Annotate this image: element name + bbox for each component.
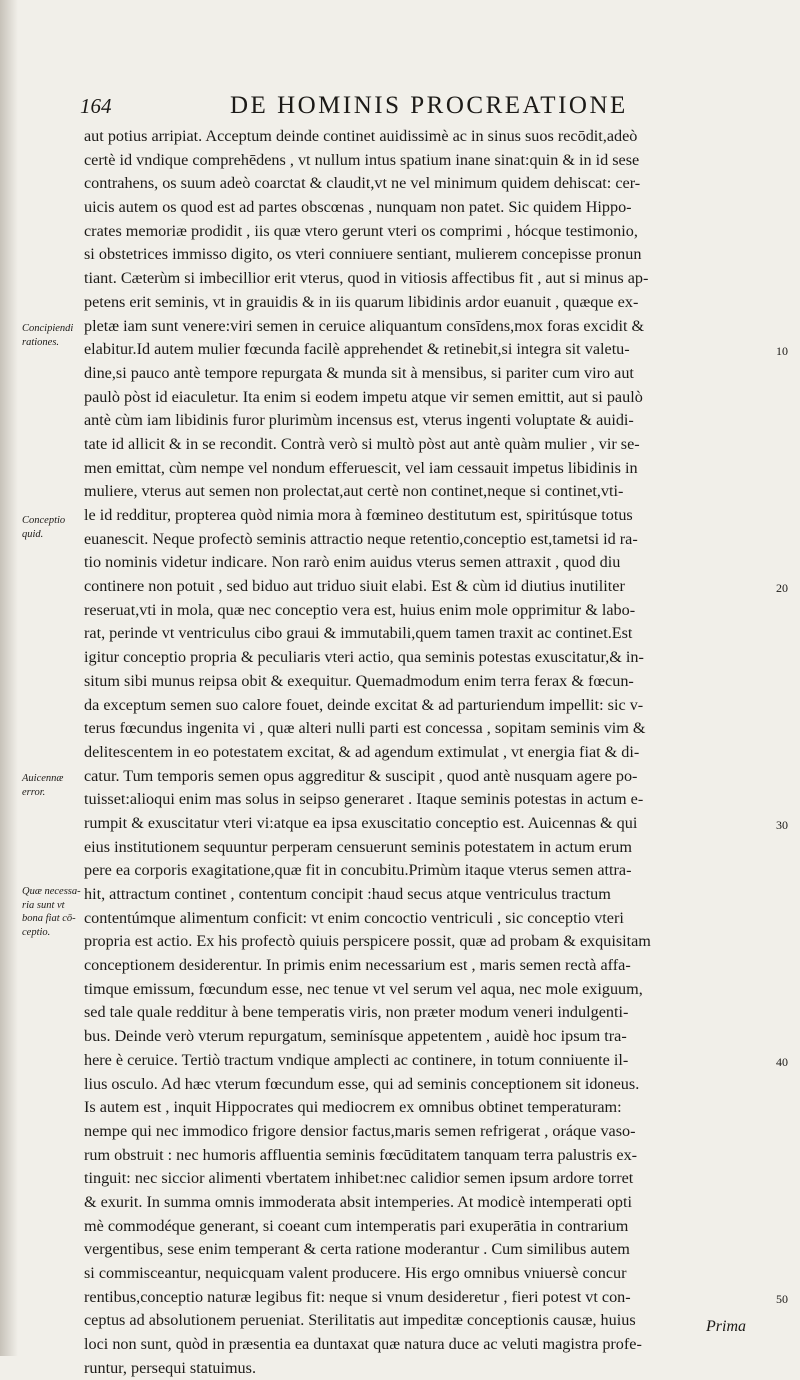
text-line: dine,si pauco antè tempore repurgata & munda sit à mensibus, si pariter cum viro aut: [84, 363, 634, 382]
body-text: [84, 125, 772, 1380]
marginal-note: [22, 772, 86, 799]
text-line: tinguit: nec siccior alimenti vbertatem inhibet:nec calidior semen ipsum ardore torret: [84, 1169, 634, 1188]
text-line: igitur conceptio propria & peculiaris vteri actio, qua seminis potestas exuscitatur,& in-: [84, 648, 644, 667]
text-line: antè cùm iam libidinis furor plurimùm incensus est, vterus ingenti voluptate & auidi-: [84, 411, 634, 430]
text-line: le id redditur, propterea quòd nimia mora à fœmineo destitutum est, spiritúsque totus: [84, 506, 633, 524]
binding-shadow: [0, 0, 18, 1356]
text-line: rumpit & exuscitatur vteri vi:atque ea ipsa exuscitatio conceptio est. Auicennas & qui: [84, 813, 638, 832]
text-line: mè commodéque generant, si coeant cum intemperatis pari exuperātia in contrarium: [84, 1216, 629, 1235]
text-line: men emittat, cùm nempe vel nondum efferuescit, vel iam cessauit impetus libidinis in: [84, 458, 638, 477]
text-line: uicis autem os quod est ad partes obscœnas , nunquam non patet. Sic quidem Hippo-: [84, 198, 632, 217]
text-line: rum obstruit : nec humoris affluentia seminis fœcūditatem tanquam terra palustris ex-: [84, 1145, 638, 1164]
marginal-note-line: Concipiendi: [22, 323, 74, 334]
line-number: 50: [776, 1292, 788, 1307]
text-line: elabitur.Id autem mulier fœcunda facilè apprehendet & retinebit,si integra sit valetu-: [84, 340, 630, 359]
marginal-note: [22, 885, 86, 939]
text-line: petens erit seminis, vt in grauidis & in iis quarum libidinis ardor euanuit , quæque ex-: [84, 292, 639, 311]
marginal-note-line: ria sunt vt: [22, 899, 65, 911]
text-line: vergentibus, sese enim temperant & certa ratione moderantur . Cum similibus autem: [84, 1240, 630, 1259]
marginal-note: [22, 322, 86, 349]
text-line: eius institutionem sequuntur perperam censuerunt seminis potestatem in actum erum: [84, 837, 632, 856]
text-line: certè id vndique comprehēdens , vt nullum intus spatium inane sinat:quin & in id sese: [84, 150, 640, 169]
text-line: contrahens, os suum adeò coarctat & claudit,vt ne vel minimum quidem dehiscat: cer-: [84, 174, 641, 193]
catchword: Prima: [706, 1318, 746, 1335]
text-line: aut potius arripiat. Acceptum deinde continet auidissimè ac in sinus suos recōdit,adeò: [84, 127, 638, 145]
text-line: ceptus ad absolutionem perueniat. Sterilitatis aut impeditæ conceptionis causæ, huius: [84, 1311, 636, 1330]
text-line: lius osculo. Ad hæc vterum fœcundum esse, qui ad seminis conceptionem sit idoneus.: [84, 1074, 640, 1093]
running-head: DE HOMINIS PROCREATIONE: [230, 92, 628, 119]
text-line: terus fœcundus ingenita vi , quæ alteri nulli parti est concessa , sopitam seminis vim &: [84, 719, 646, 738]
marginal-note: [22, 514, 86, 541]
text-line: muliere, vterus aut semen non prolectat,aut certè non continet,neque si continet,vti-: [84, 482, 624, 501]
text-line: paulò pòst id eiaculetur. Ita enim si eodem impetu atque vir semen emittit, aut si paulò: [84, 387, 643, 406]
text-line: situm sibi munus reipsa obit & exequitur. Quemadmodum enim terra ferax & fœcun-: [84, 671, 634, 690]
text-line: tiant. Cæterùm si imbecillior erit vterus, quod in vitiosis affectibus fit , aut si minus ap-: [84, 269, 649, 288]
marginal-note-line: Auicennæ: [22, 773, 64, 784]
line-number: 10: [776, 344, 788, 359]
text-line: sed tale quale redditur à bene temperatis viris, non præter modum veneri indulgenti-: [84, 1003, 629, 1022]
text-line: crates memoriæ prodidit , iis quæ vtero gerunt vteri os comprimi , hócque testimonio,: [84, 221, 638, 240]
text-line: pletæ iam sunt venere:viri semen in ceruice aliquantum consīdens,mox foras excidit &: [84, 316, 645, 335]
text-line: loci non sunt, quòd in præsentia ea duntaxat quæ natura duce ac veluti magistra profe-: [84, 1335, 642, 1354]
text-line: conceptionem desiderentur. In primis enim necessarium est , maris semen rectà affa-: [84, 956, 631, 975]
text-line: delitescentem in eo potestatem excitat, & ad agendum extimulat , vt energia fiat & di-: [84, 742, 640, 761]
marginal-note-line: quid.: [22, 528, 44, 540]
text-line: rat, perinde vt ventriculus cibo graui & immutabili,quem tamen traxit ac continet.Est: [84, 624, 633, 643]
text-line: si obstetrices immisso digito, os vteri conniuere sentiant, mulierem concepisse pronun: [84, 245, 642, 264]
marginal-note-line: Conceptio: [22, 515, 66, 526]
text-line: tuisset:alioqui enim mas solus in seipso generaret . Itaque seminis potestas in actum e-: [84, 790, 644, 809]
text-line: reseruat,vti in mola, quæ nec conceptio vera est, huius enim mole opprimitur & labo-: [84, 600, 636, 619]
text-line: hit, attractum continet , contentum concipit :haud secus atque ventriculus tractum: [84, 885, 611, 903]
text-line: propria est actio. Ex his profectò quiuis perspicere possit, quæ ad probam & exquisitam: [84, 932, 651, 951]
text-line: continere non potuit , sed biduo aut triduo siuit elabi. Est & cùm id diutius inutiliter: [84, 577, 625, 596]
line-number: 30: [776, 818, 788, 833]
text-line: Is autem est , inquit Hippocrates qui mediocrem ex omnibus obtinet temperaturam:: [84, 1098, 622, 1117]
text-line: contentúmque alimentum conficit: vt enim concoctio ventriculi , sic conceptio vteri: [84, 908, 624, 927]
text-line: euanescit. Neque profectò seminis attractio neque retentio,conceptio est,tametsi id ra-: [84, 529, 638, 548]
text-line: tio nominis videtur indicare. Non rarò enim auidus vterus semen attraxit , quod diu: [84, 553, 621, 572]
page-header: [80, 92, 770, 124]
text-line: tate id allicit & in se recondit. Contrà verò si multò pòst aut antè quàm mulier , vir se-: [84, 434, 640, 453]
marginal-note-line: ceptio.: [22, 926, 51, 938]
marginal-note-line: rationes.: [22, 336, 60, 348]
marginal-note-line: error.: [22, 786, 46, 798]
text-line: rentibus,conceptio naturæ legibus fit: neque si vnum desideretur , fieri potest vt con-: [84, 1287, 631, 1306]
line-number: 40: [776, 1055, 788, 1070]
text-line: & exurit. In summa omnis immoderata absit intemperies. At modicè intemperati opti: [84, 1192, 633, 1211]
text-line: nempe qui nec immodico frigore densior factus,maris semen refrigerat , oráque vaso-: [84, 1121, 636, 1140]
text-line: timque emissum, fœcundum esse, nec tenue vt vel serum vel aqua, nec mole exiguum,: [84, 979, 643, 998]
line-number: 20: [776, 581, 788, 596]
text-line: here è ceruice. Tertiò tractum vndique amplecti ac continere, in totum conniuente il-: [84, 1050, 629, 1069]
text-line: runtur, persequi statuimus.: [84, 1358, 256, 1377]
marginal-note-line: bona fiat cō-: [22, 913, 76, 924]
page-number: 164: [80, 94, 112, 118]
marginal-note-line: Quæ necessa-: [22, 886, 81, 897]
text-line: catur. Tum temporis semen opus aggreditur & suscipit , quod antè nusquam agere po-: [84, 766, 638, 785]
text-line: bus. Deinde verò vterum repurgatum, seminísque appetentem , auidè hoc ipsum tra-: [84, 1027, 627, 1046]
text-line: da exceptum semen suo calore fouet, deinde excitat & ad parturiendum impellit: sic v-: [84, 695, 644, 714]
text-line: pere ea corporis exagitatione,quæ fit in concubitu.Primùm itaque vterus semen attra-: [84, 861, 632, 880]
text-line: si commisceantur, nequicquam valent producere. His ergo omnibus vniuersè concur: [84, 1264, 627, 1282]
